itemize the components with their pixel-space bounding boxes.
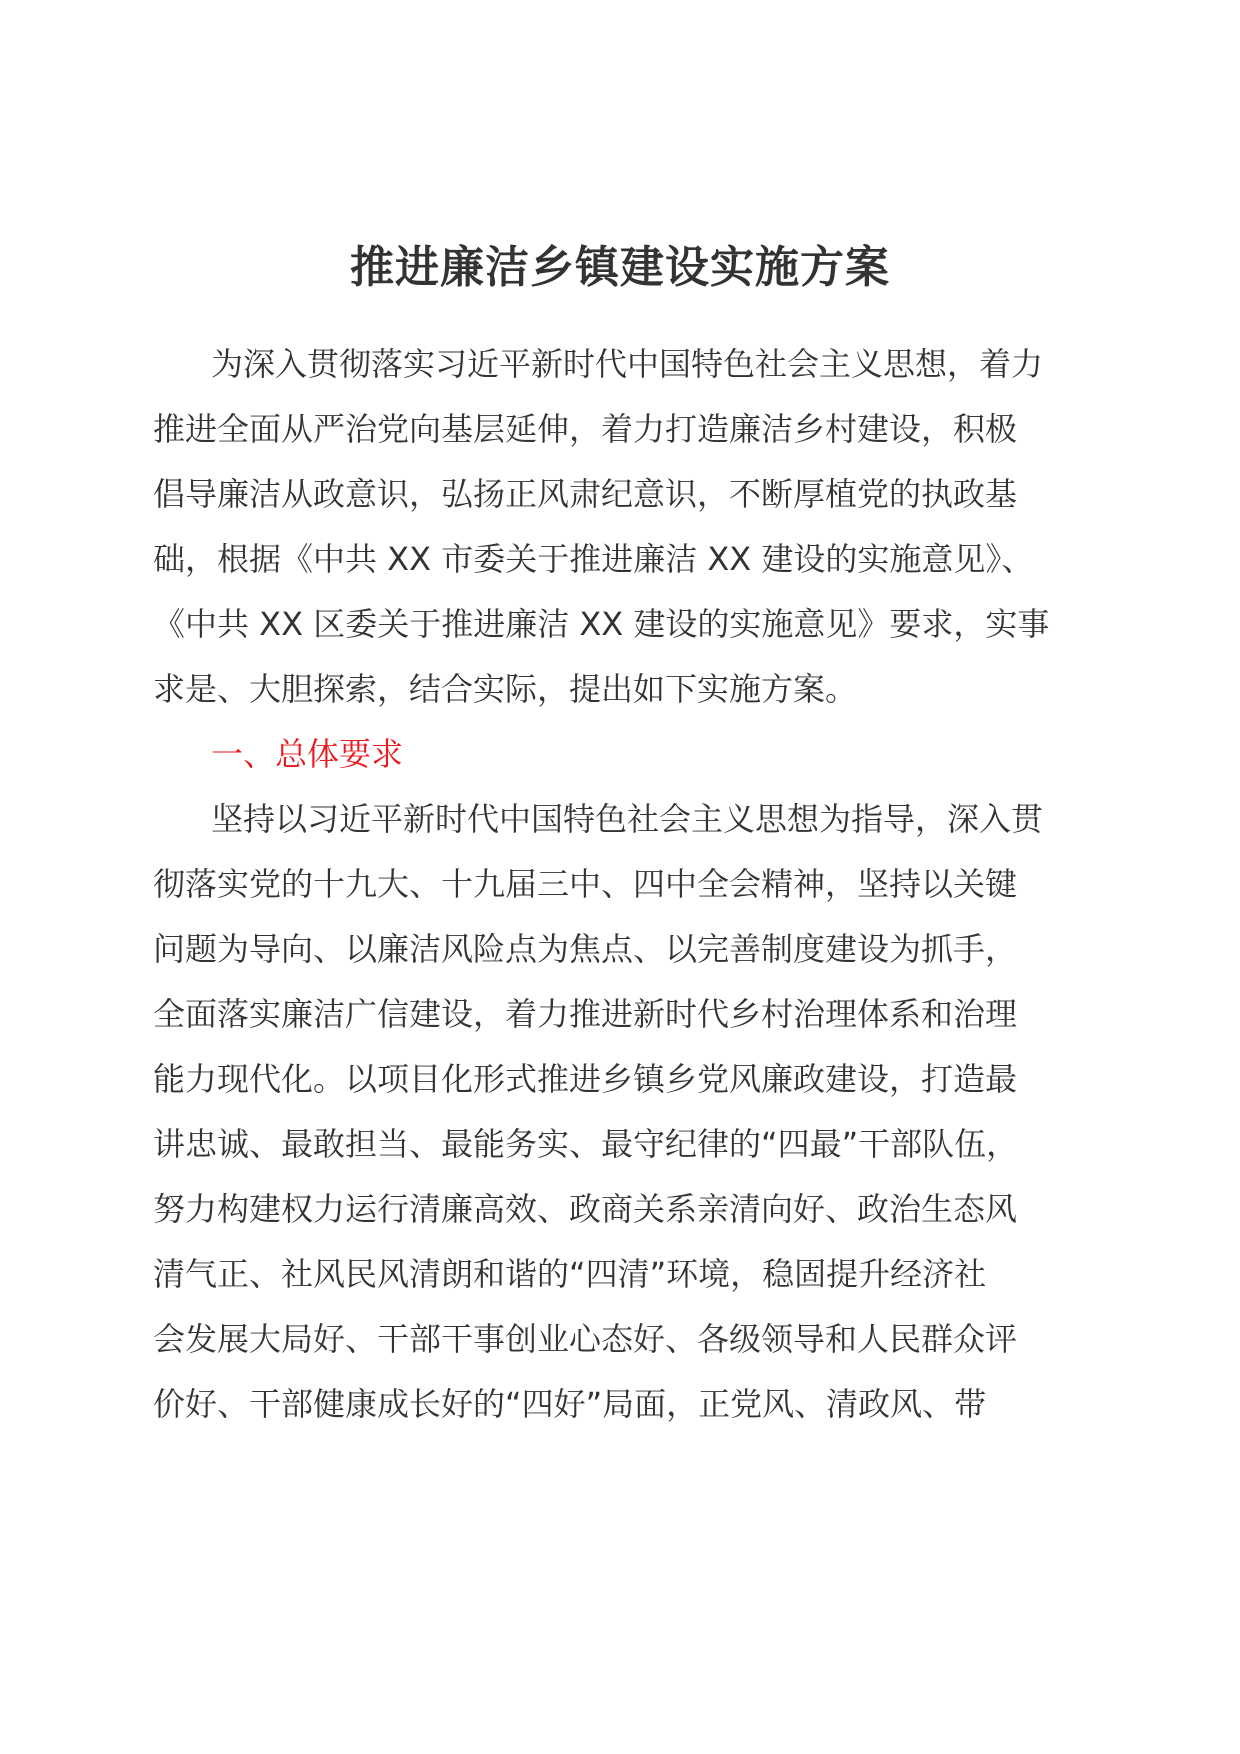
intro-paragraph [153,332,1093,722]
paragraph-line: 坚持以习近平新时代中国特色社会主义思想为指导，深入贯 [211,800,1044,838]
document-title: 推进廉洁乡镇建设实施方案 [350,242,890,293]
section-heading-wrapper [153,722,1093,787]
paragraph-line: 为深入贯彻落实习近平新时代中国特色社会主义思想，着力 [211,345,1044,383]
paragraph-line: 清气正、社风民风清朗和谐的“四清”环境，稳固提升经济社 [153,1255,987,1293]
paragraph-line: 全面落实廉洁广信建设，着力推进新时代乡村治理体系和治理 [153,995,1018,1033]
paragraph-line: 能力现代化。以项目化形式推进乡镇乡党风廉政建设，打造最 [153,1060,1018,1098]
paragraph-line: 《中共 XX 区委关于推进廉洁 XX 建设的实施意见》要求，实事 [153,605,1050,643]
paragraph-line: 彻落实党的十九大、十九届三中、四中全会精神，坚持以关键 [153,865,1018,903]
section-paragraph [153,787,1093,1437]
paragraph-line: 价好、干部健康成长好的“四好”局面，正党风、清政风、带 [153,1385,987,1423]
paragraph-line: 础，根据《中共 XX 市委关于推进廉洁 XX 建设的实施意见》、 [153,540,1034,578]
paragraph-line: 讲忠诚、最敢担当、最能务实、最守纪律的“四最”干部队伍， [153,1125,1019,1163]
paragraph-line: 推进全面从严治党向基层延伸，着力打造廉洁乡村建设，积极 [153,410,1018,448]
section-heading: 一、总体要求 [211,735,404,773]
paragraph-line: 努力构建权力运行清廉高效、政商关系亲清向好、政治生态风 [153,1190,1018,1228]
paragraph-line: 会发展大局好、干部干事创业心态好、各级领导和人民群众评 [153,1320,1018,1358]
paragraph-line: 问题为导向、以廉洁风险点为焦点、以完善制度建设为抓手， [153,930,1018,968]
paragraph-line: 倡导廉洁从政意识，弘扬正风肃纪意识，不断厚植党的执政基 [153,475,1018,513]
paragraph-line: 求是、大胆探索，结合实际，提出如下实施方案。 [153,670,858,708]
